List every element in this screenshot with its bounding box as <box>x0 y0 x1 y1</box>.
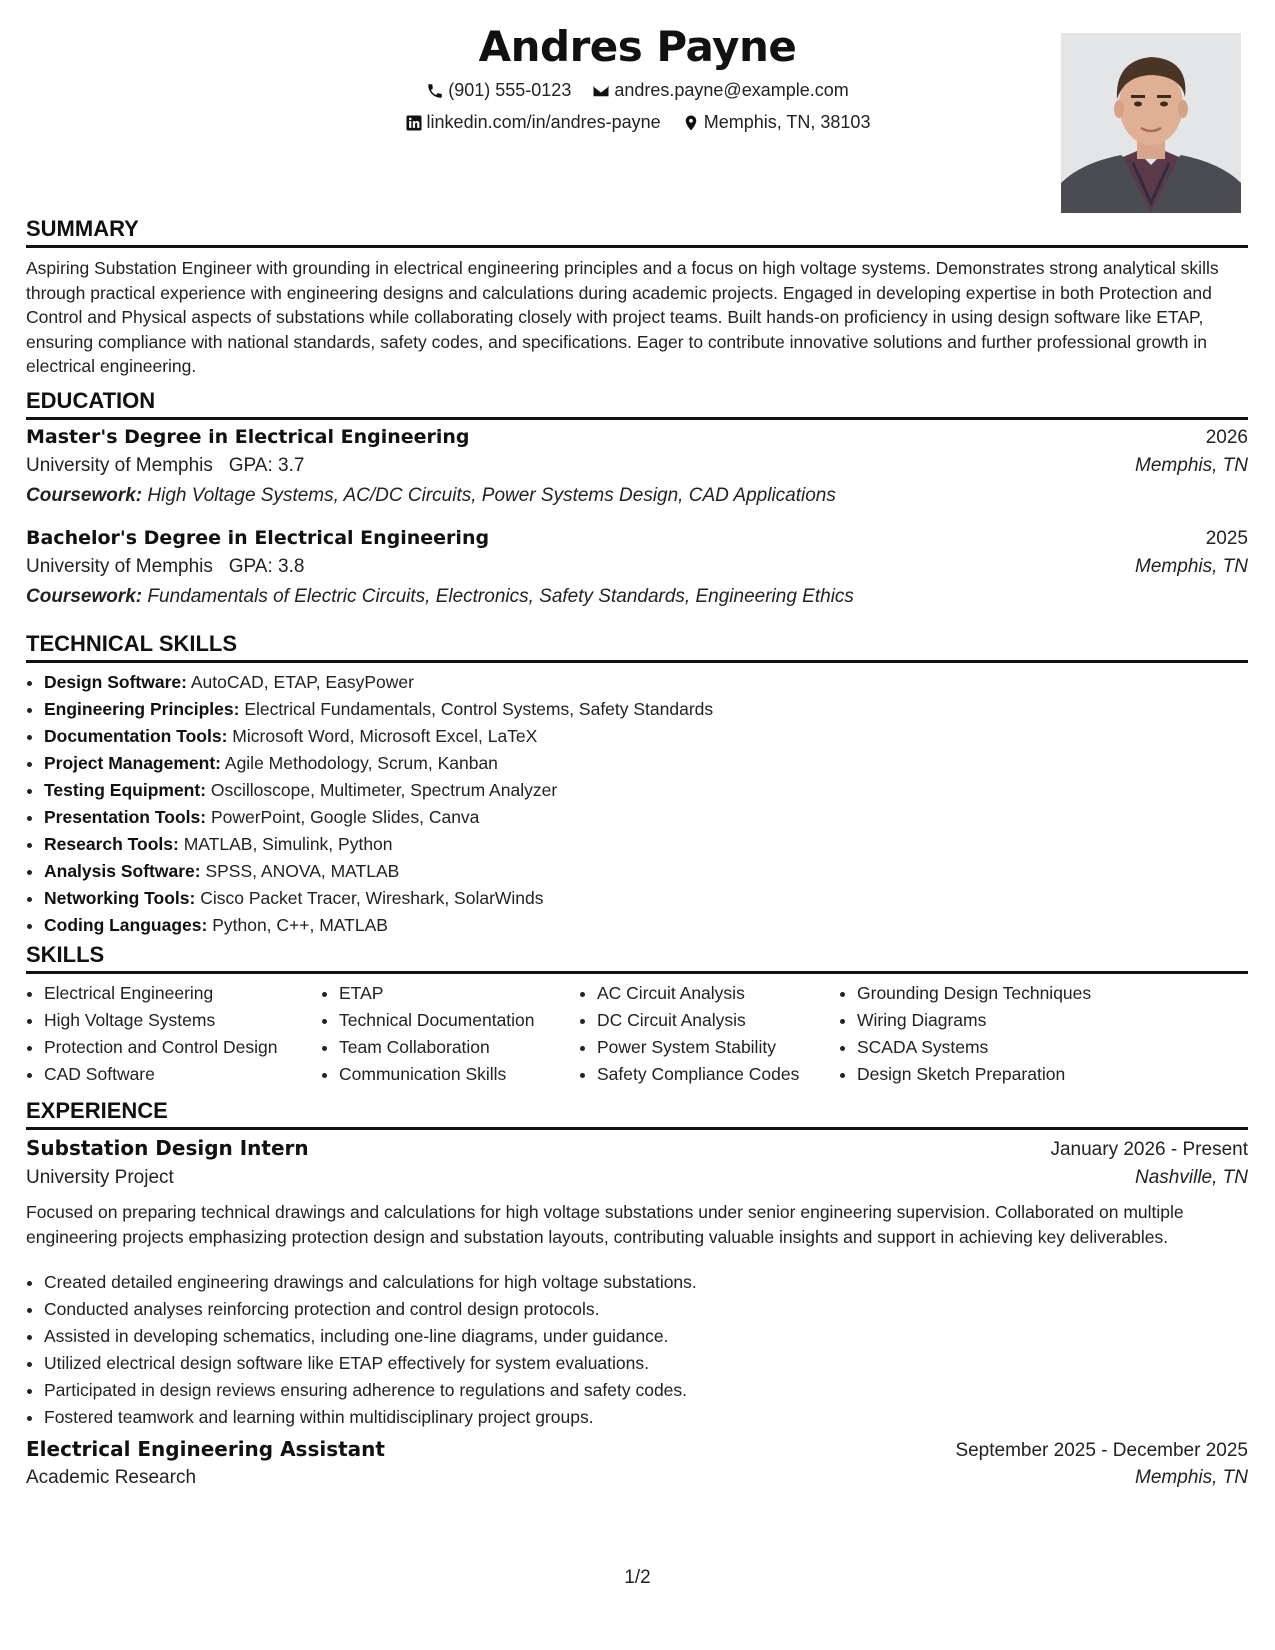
email-text: andres.payne@example.com <box>614 80 849 100</box>
list-item: • Networking Tools: Cisco Packet Tracer, Wireshark, SolarWinds <box>44 885 1266 912</box>
school-gpa: GPA: 3.8 <box>228 556 305 577</box>
job-1-org <box>26 1167 1248 1195</box>
skills-column-1 <box>26 980 321 1088</box>
education-heading: EDUCATION <box>26 388 1248 420</box>
list-item: • Technical Documentation <box>339 1007 579 1034</box>
technical-skills-heading: TECHNICAL SKILLS <box>26 631 1248 663</box>
phone-icon <box>426 82 444 100</box>
list-item: • SCADA Systems <box>857 1034 1157 1061</box>
phone-text: (901) 555-0123 <box>448 80 572 100</box>
envelope-icon <box>592 82 610 100</box>
list-item: • Participated in design reviews ensuring adherence to regulations and safety codes. <box>44 1377 1266 1404</box>
job-1-bullets <box>26 1269 1266 1431</box>
linkedin-icon <box>405 114 423 132</box>
education-entry-1-school <box>26 455 1248 483</box>
school-name: University of Memphis <box>26 455 213 476</box>
education-entry-1-coursework <box>26 485 1248 513</box>
coursework-text: High Voltage Systems, AC/DC Circuits, Power Systems Design, CAD Applications <box>147 485 836 506</box>
location-text: Memphis, TN, 38103 <box>703 112 871 132</box>
list-item: • AC Circuit Analysis <box>597 980 839 1007</box>
list-item: • Design Software: AutoCAD, ETAP, EasyPower <box>44 669 1266 696</box>
job-location: Memphis, TN <box>1135 1467 1248 1488</box>
linkedin-contact[interactable] <box>405 112 661 133</box>
list-item: • Utilized electrical design software like ETAP effectively for system evaluations. <box>44 1350 1266 1377</box>
list-item: • CAD Software <box>44 1061 321 1088</box>
school-info <box>26 455 304 477</box>
candidate-name: Andres Payne <box>478 22 797 71</box>
linkedin-text: linkedin.com/in/andres-payne <box>426 112 661 132</box>
education-entry-2-header <box>26 527 1248 555</box>
profile-photo <box>1061 33 1241 213</box>
skills-column-3 <box>579 980 839 1088</box>
technical-skills-items <box>26 669 1266 939</box>
list-item: • Conducted analyses reinforcing protection and control design protocols. <box>44 1296 1266 1323</box>
list-item: • Grounding Design Techniques <box>857 980 1157 1007</box>
resume-header <box>0 0 1275 230</box>
degree-year: 2026 <box>1205 427 1248 448</box>
school-location: Memphis, TN <box>1135 556 1248 577</box>
phone-contact <box>426 80 571 101</box>
education-entry-1-header <box>26 426 1248 454</box>
list-item: • Fostered teamwork and learning within multidisciplinary project groups. <box>44 1404 1266 1431</box>
school-info <box>26 556 304 578</box>
list-item: • Electrical Engineering <box>44 980 321 1007</box>
degree-title: Master's Degree in Electrical Engineering <box>26 426 470 448</box>
list-item: • Presentation Tools: PowerPoint, Google Slides, Canva <box>44 804 1266 831</box>
job-title: Substation Design Intern <box>26 1136 309 1160</box>
job-dates: January 2026 - Present <box>1050 1139 1248 1160</box>
school-name: University of Memphis <box>26 556 213 577</box>
degree-title: Bachelor's Degree in Electrical Engineering <box>26 527 490 549</box>
school-location: Memphis, TN <box>1135 455 1248 476</box>
job-2-header <box>26 1437 1248 1465</box>
skills-heading: SKILLS <box>26 942 1248 974</box>
list-item: • Protection and Control Design <box>44 1034 321 1061</box>
job-org: University Project <box>26 1167 174 1188</box>
list-item: • Testing Equipment: Oscilloscope, Multimeter, Spectrum Analyzer <box>44 777 1266 804</box>
list-item: • Analysis Software: SPSS, ANOVA, MATLAB <box>44 858 1266 885</box>
job-org: Academic Research <box>26 1467 197 1488</box>
job-location: Nashville, TN <box>1135 1167 1248 1188</box>
coursework-line <box>26 485 836 507</box>
list-item: • Engineering Principles: Electrical Fundamentals, Control Systems, Safety Standards <box>44 696 1266 723</box>
map-pin-icon <box>682 114 700 132</box>
page-number: 1/2 <box>624 1567 651 1588</box>
coursework-label: Coursework: <box>26 485 143 506</box>
list-item: • Wiring Diagrams <box>857 1007 1157 1034</box>
skills-grid <box>26 980 1248 1088</box>
list-item: • Design Sketch Preparation <box>857 1061 1157 1088</box>
list-item: • Research Tools: MATLAB, Simulink, Python <box>44 831 1266 858</box>
job-dates: September 2025 - December 2025 <box>955 1440 1248 1461</box>
summary-text: Aspiring Substation Engineer with grounding in electrical engineering principles and a focus on high voltage systems. Demonstrates strong analytical skills through practical experience with engineering designs and calculations during academic projects. Engaged in developing expertise in both Protection and Control and Physical aspects of substations while collaborating closely with project teams. Built hands-on proficiency in using design software like ETAP, ensuring compliance with national standards, safety codes, and specifications. Eager to contribute innovative solutions and further professional growth in electrical engineering. <box>26 258 1219 376</box>
list-item: • Documentation Tools: Microsoft Word, Microsoft Excel, LaTeX <box>44 723 1266 750</box>
skills-column-4 <box>839 980 1157 1088</box>
list-item: • Power System Stability <box>597 1034 839 1061</box>
summary-heading: SUMMARY <box>26 216 1248 248</box>
school-gpa: GPA: 3.7 <box>228 455 305 476</box>
list-item: • Communication Skills <box>339 1061 579 1088</box>
list-item: • DC Circuit Analysis <box>597 1007 839 1034</box>
skills-column-2 <box>321 980 579 1088</box>
list-item: • Team Collaboration <box>339 1034 579 1061</box>
list-item: • Coding Languages: Python, C++, MATLAB <box>44 912 1266 939</box>
experience-heading: EXPERIENCE <box>26 1098 1248 1130</box>
degree-year: 2025 <box>1205 528 1248 549</box>
coursework-text: Fundamentals of Electric Circuits, Electronics, Safety Standards, Engineering Ethics <box>147 586 854 607</box>
location-contact <box>682 112 871 133</box>
list-item: • Project Management: Agile Methodology, Scrum, Kanban <box>44 750 1266 777</box>
education-entry-2-coursework <box>26 586 1248 614</box>
list-item: • Assisted in developing schematics, including one-line diagrams, under guidance. <box>44 1323 1266 1350</box>
job-1-header <box>26 1136 1248 1164</box>
list-item: • Created detailed engineering drawings and calculations for high voltage substations. <box>44 1269 1266 1296</box>
email-contact[interactable] <box>592 80 848 101</box>
job-1-description: Focused on preparing technical drawings and calculations for high voltage substations under senior engineering supervision. Collaborated on multiple engineering projects emphasizing protection design and substation layouts, contributing valuable insights and support in achieving key deliverables. <box>26 1202 1184 1247</box>
list-item: • High Voltage Systems <box>44 1007 321 1034</box>
education-entry-2-school <box>26 556 1248 584</box>
job-2-org <box>26 1467 1248 1495</box>
list-item: • Safety Compliance Codes <box>597 1061 839 1088</box>
list-item: • ETAP <box>339 980 579 1007</box>
coursework-label: Coursework: <box>26 586 143 607</box>
job-title: Electrical Engineering Assistant <box>26 1437 385 1461</box>
profile-portrait <box>1061 33 1241 213</box>
coursework-line <box>26 586 854 608</box>
